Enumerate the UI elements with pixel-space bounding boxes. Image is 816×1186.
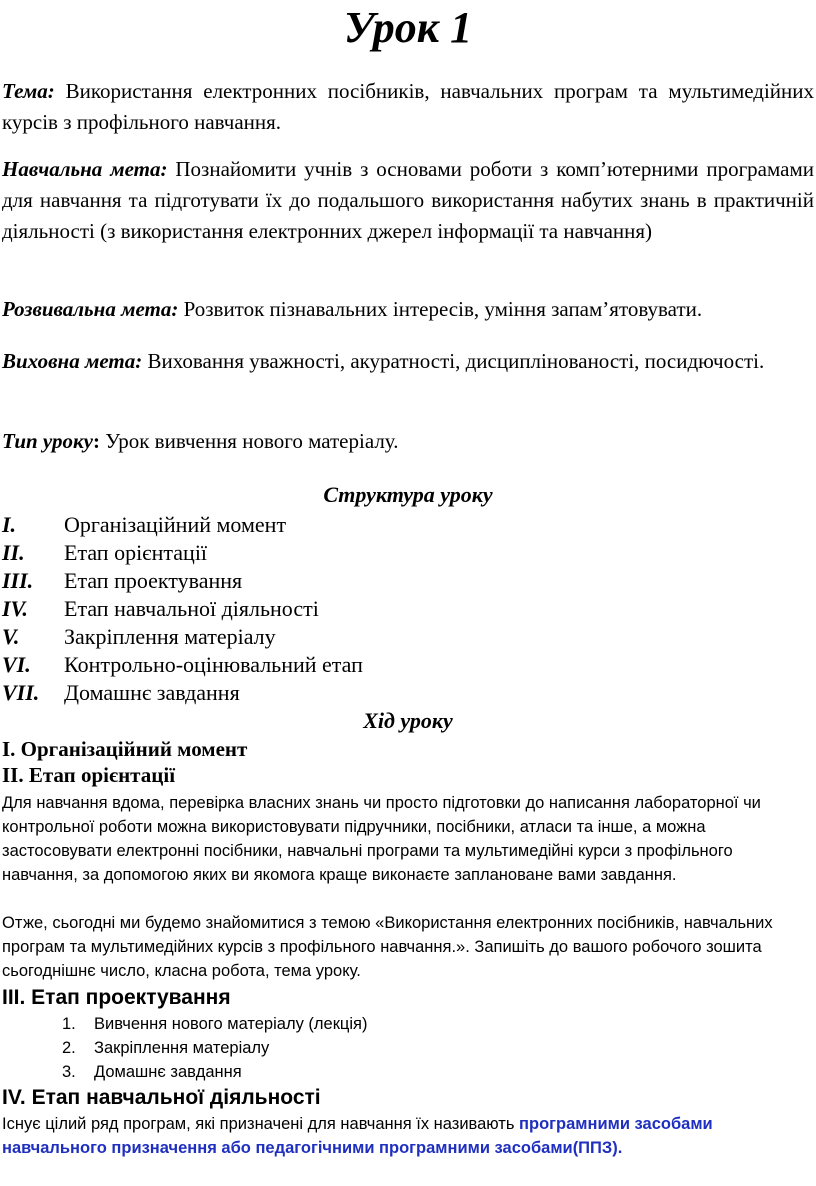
structure-item (2, 567, 702, 595)
section-4-text: Існує цілий ряд програм, які призначені для навчання їх називають (2, 1115, 520, 1133)
section-4-paragraph (2, 1112, 807, 1160)
upbringing-goal-label: Виховна мета: (2, 349, 143, 373)
section-3-heading: III. Етап проектування (2, 986, 231, 1009)
structure-item (2, 623, 702, 651)
structure-item-text: Етап проектування (64, 568, 243, 593)
educational-goal-label: Навчальна мета: (2, 157, 168, 181)
structure-item-text: Домашнє завдання (64, 680, 240, 705)
list-item (62, 1036, 562, 1060)
structure-item (2, 595, 702, 623)
structure-item-text: Закріплення матеріалу (64, 624, 276, 649)
lesson-title: Урок 1 (343, 3, 473, 52)
list-item-text: Домашнє завдання (94, 1063, 242, 1081)
list-item (62, 1060, 562, 1084)
structure-item-text: Етап орієнтації (64, 540, 208, 565)
list-item-text: Вивчення нового матеріалу (лекція) (94, 1015, 368, 1033)
topic-paragraph (2, 76, 814, 138)
section-4-highlight: програмними засобами навчального призначення або педагогічними програмними засобами(ППЗ). (2, 1115, 713, 1157)
lesson-type-paragraph (2, 426, 814, 457)
lesson-course-heading: Хід уроку (363, 708, 453, 733)
structure-item-text: Етап навчальної діяльності (64, 596, 319, 621)
structure-item (2, 539, 702, 567)
developmental-goal-paragraph (2, 294, 814, 325)
developmental-goal-text: Розвиток пізнавальних інтересів, уміння запам’ятовувати. (183, 297, 703, 321)
structure-item-number: I. (2, 512, 17, 537)
educational-goal-paragraph (2, 154, 814, 247)
list-item-number: 3. (62, 1063, 76, 1081)
structure-item-number: V. (2, 624, 20, 649)
structure-item-number: VII. (2, 680, 40, 705)
structure-item-text: Контрольно-оцінювальний етап (64, 652, 363, 677)
lesson-type-text: Урок вивчення нового матеріалу. (105, 429, 399, 453)
structure-item-number: IV. (2, 596, 28, 621)
lesson-type-colon: : (92, 429, 100, 453)
structure-item-number: VI. (2, 652, 31, 677)
developmental-goal-label: Розвивальна мета: (2, 297, 179, 321)
upbringing-goal-paragraph (2, 346, 814, 377)
section-2-heading: II. Етап орієнтації (2, 763, 176, 787)
section-4-heading: IV. Етап навчальної діяльності (2, 1086, 321, 1109)
upbringing-goal-text: Виховання уважності, акуратності, дисциплінованості, посидючості. (147, 349, 765, 373)
structure-item-number: III. (2, 568, 34, 593)
section-2-paragraph-2: Отже, сьогодні ми будемо знайомитися з темою «Використання електронних посібників, навчальних програм та мультимедійних курсів з профільного навчання.». Запишіть до вашого робочого зошита сьогоднішнє число, класна робота, тема уроку. (2, 914, 773, 980)
structure-item-text: Організаційний момент (64, 512, 287, 537)
structure-item (2, 511, 702, 539)
structure-item (2, 651, 702, 679)
structure-list (2, 511, 702, 707)
list-item-number: 2. (62, 1039, 76, 1057)
educational-goal-text: Познайомити учнів з основами роботи з комп’ютерними програмами для навчання та підготувати їх до подальшого використання набутих знань в практичній діяльності (з використання електронних джерел інформації та навчання) (2, 157, 814, 243)
section-1-heading: I. Організаційний момент (2, 737, 248, 761)
structure-heading: Структура уроку (323, 482, 493, 507)
list-item-number: 1. (62, 1015, 76, 1033)
topic-text: Використання електронних посібників, навчальних програм та мультимедійних курсів з профільного навчання. (2, 79, 815, 134)
structure-item-number: II. (2, 540, 25, 565)
structure-item (2, 679, 702, 707)
list-item (62, 1012, 562, 1036)
list-item-text: Закріплення матеріалу (94, 1039, 270, 1057)
topic-label: Тема: (2, 79, 55, 103)
section-3-list (62, 1012, 562, 1084)
section-2-paragraph-1: Для навчання вдома, перевірка власних знань чи просто підготовки до написання лабораторної чи контрольної роботи можна використовувати підручники, посібники, атласи та інше, а можна застосовувати електронні посібники, навчальні програми та мультимедійні курси з профільного навчання, за допомогою яких ви якомога краще виконаєте заплановане вами завдання. (2, 794, 761, 884)
lesson-type-label: Тип уроку (2, 429, 93, 453)
